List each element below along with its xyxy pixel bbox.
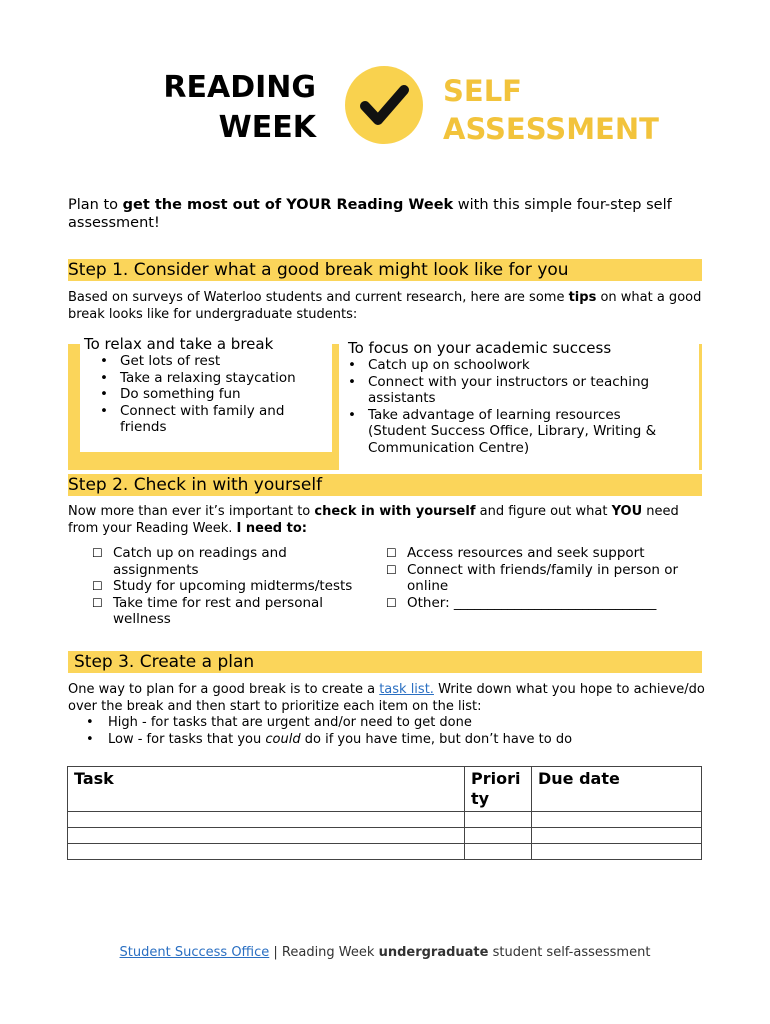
step2-text-6: I need to: <box>236 521 307 536</box>
list-item: • Do something fun <box>96 386 326 403</box>
header-priority: Priority <box>465 767 532 812</box>
checkbox-item[interactable]: ☐ Other: ______________________________ <box>386 595 702 612</box>
table-header-row <box>68 767 702 812</box>
checkmark-icon <box>345 66 423 144</box>
priority-cell[interactable] <box>465 844 532 860</box>
subtitle-line-self: SELF <box>443 74 522 108</box>
list-item: • Connect with your instructors or teaching assistants <box>344 374 680 407</box>
due-cell[interactable] <box>532 828 702 844</box>
checkbox-item[interactable]: ☐ Study for upcoming midterms/tests <box>92 578 362 595</box>
checkbox-item[interactable]: ☐ Connect with friends/family in person or online <box>386 562 702 595</box>
footer-link[interactable]: Student Success Office <box>119 945 270 960</box>
list-item: • Catch up on schoolwork <box>344 357 680 374</box>
priority-list <box>66 714 706 748</box>
step2-heading: Step 2. Check in with yourself <box>68 474 702 496</box>
footer <box>0 944 770 961</box>
relax-list <box>96 353 326 436</box>
step1-text-suffix: on what a good break looks like for undergraduate students: <box>68 290 702 322</box>
bullet2-b: could <box>265 732 301 747</box>
main-title <box>120 68 316 148</box>
list-item: • Connect with family and friends <box>96 403 326 436</box>
focus-list <box>344 357 680 457</box>
subtitle-line-assessment: ASSESSMENT <box>443 112 659 146</box>
intro-suffix: with this simple four-step self assessment! <box>68 197 672 231</box>
step2-text-5: need from your Reading Week. <box>68 504 679 536</box>
due-cell[interactable] <box>532 812 702 828</box>
task-cell[interactable] <box>68 812 465 828</box>
step2-text-1: Now more than ever it’s important to <box>68 504 315 519</box>
footer-sep: | Reading Week <box>269 945 379 960</box>
table-row <box>68 828 702 844</box>
list-item: • High - for tasks that are urgent and/or need to get done <box>66 714 706 731</box>
needs-list-right <box>386 545 702 611</box>
subtitle <box>443 72 659 148</box>
checkbox-item[interactable]: ☐ Access resources and seek support <box>386 545 702 562</box>
priority-cell[interactable] <box>465 828 532 844</box>
step3-heading: Step 3. Create a plan <box>68 651 702 673</box>
step1-text <box>68 289 708 323</box>
title-line-reading: READING <box>163 70 316 105</box>
focus-title: To focus on your academic success <box>348 339 612 357</box>
header-due-date: Due date <box>532 767 702 812</box>
due-cell[interactable] <box>532 844 702 860</box>
table-row <box>68 844 702 860</box>
step2-text-4: YOU <box>611 504 643 519</box>
step3-text-2: Write down what you hope to achieve/do over the break and then start to prioritize each item on the list: <box>68 682 705 714</box>
header-task: Task <box>68 767 465 812</box>
bullet2-c: do if you have time, but don’t have to do <box>300 732 573 747</box>
intro-bold: get the most out of YOUR Reading Week <box>122 197 454 213</box>
list-item <box>66 731 706 748</box>
step3-text-1: One way to plan for a good break is to create a <box>68 682 380 697</box>
step1-heading: Step 1. Consider what a good break might look like for you <box>68 259 702 281</box>
list-item: • Get lots of rest <box>96 353 326 370</box>
table-row <box>68 812 702 828</box>
relax-title: To relax and take a break <box>84 335 274 353</box>
checkbox-item[interactable]: ☐ Catch up on readings and assignments <box>92 545 362 578</box>
footer-bold: undergraduate <box>378 945 489 960</box>
title-line-week: WEEK <box>218 110 316 145</box>
checkmark-svg <box>345 66 423 144</box>
intro-prefix: Plan to <box>68 197 123 213</box>
bullet2-a: Low - for tasks that you <box>108 732 266 747</box>
step2-text <box>68 503 708 537</box>
step1-text-prefix: Based on surveys of Waterloo students and current research, here are some <box>68 290 569 305</box>
list-item: • Take a relaxing staycation <box>96 370 326 387</box>
step2-text-3: and figure out what <box>475 504 612 519</box>
priority-cell[interactable] <box>465 812 532 828</box>
step2-text-2: check in with yourself <box>314 504 476 519</box>
checkbox-item[interactable]: ☐ Take time for rest and personal wellness <box>92 595 362 628</box>
task-cell[interactable] <box>68 828 465 844</box>
needs-list-left <box>92 545 362 628</box>
intro-text <box>68 196 708 232</box>
task-list-link[interactable]: task list. <box>379 682 434 697</box>
task-cell[interactable] <box>68 844 465 860</box>
footer-suffix: student self-assessment <box>488 945 651 960</box>
step1-text-bold: tips <box>568 290 597 305</box>
list-item: • Take advantage of learning resources (Student Success Office, Library, Writing & Communication Centre) <box>344 407 680 457</box>
task-table <box>67 766 702 860</box>
step3-text <box>68 681 708 715</box>
